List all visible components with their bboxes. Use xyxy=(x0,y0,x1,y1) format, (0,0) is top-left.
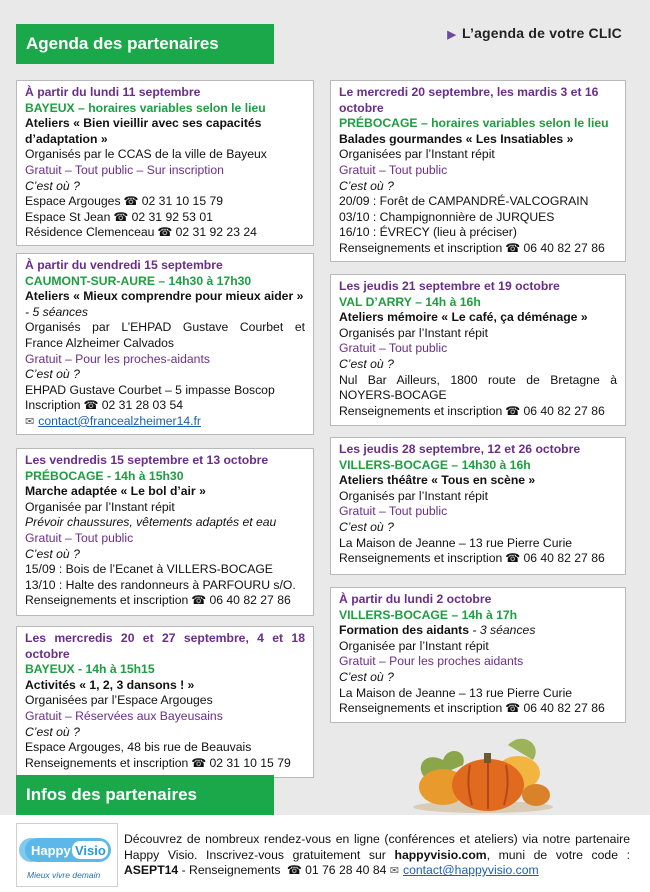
where-label: C’est où ? xyxy=(339,519,394,534)
event-card-1 xyxy=(16,80,314,246)
event-card-5 xyxy=(330,80,626,262)
place-name: Résidence Clemenceau xyxy=(25,225,155,240)
event-title: Marche adaptée « Le bol d’air » xyxy=(25,484,206,499)
where-label: C’est où ? xyxy=(339,178,394,193)
place-name: Espace Argouges xyxy=(25,194,121,209)
contact-label: Renseignements et inscription xyxy=(339,551,503,566)
where-label: C’est où ? xyxy=(25,367,80,382)
place-line: 16/10 : ÉVRECY (lieu à préciser) xyxy=(339,225,517,240)
inscription-line xyxy=(25,398,305,414)
event-date: Les jeudis 28 septembre, 12 et 26 octobre xyxy=(339,442,581,456)
event-location: VILLERS-BOCAGE – 14h30 à 16h xyxy=(339,457,531,472)
phone-number: ☎ 02 31 10 15 79 xyxy=(121,194,224,208)
phone-number: ☎ 06 40 82 27 86 xyxy=(188,593,291,607)
event-title: Ateliers « Bien vieillir avec ses capacités d’adaptation » xyxy=(25,116,262,146)
triangle-icon: ▶ xyxy=(447,29,456,41)
contact-label: Renseignements et inscription xyxy=(339,240,503,255)
event-card-8 xyxy=(330,587,626,723)
event-price: Gratuit – Tout public – Sur inscription xyxy=(25,162,224,177)
event-address: Espace Argouges, 48 bis rue de Beauvais xyxy=(25,740,252,755)
place-line xyxy=(25,210,305,226)
phone-number: ☎ 02 31 92 53 01 xyxy=(110,210,213,224)
hv-text-2: , muni de votre code : xyxy=(486,847,630,862)
event-title xyxy=(339,623,617,639)
where-label: C’est où ? xyxy=(339,669,394,684)
clic-label-text: L’agenda de votre CLIC xyxy=(462,25,622,41)
logo-tagline: Mieux vivre demain xyxy=(27,870,101,880)
event-location: BAYEUX – horaires variables selon le lieu xyxy=(25,100,266,115)
event-location: CAUMONT-SUR-AURE – 14h30 à 17h30 xyxy=(25,273,252,288)
happyvisio-text xyxy=(124,832,630,880)
contact-line xyxy=(339,551,617,567)
logo-visio: Visio xyxy=(75,843,106,858)
event-address: La Maison de Jeanne – 13 rue Pierre Curie xyxy=(339,685,573,700)
logo-happy: Happy xyxy=(31,843,71,858)
event-address: La Maison de Jeanne – 13 rue Pierre Curie xyxy=(339,535,573,550)
place-line xyxy=(25,225,305,241)
event-date: Les vendredis 15 septembre et 13 octobre xyxy=(25,453,269,467)
phone-number: ☎ 02 31 28 03 54 xyxy=(81,398,184,412)
phone-number: ☎ 01 76 28 40 84 xyxy=(284,863,387,877)
inscription-label: Inscription xyxy=(25,398,81,413)
event-organizer: Organisée par l’Instant répit xyxy=(339,638,489,653)
event-title: Activités « 1, 2, 3 dansons ! » xyxy=(25,677,195,692)
infos-header xyxy=(16,775,274,815)
event-price: Gratuit – Tout public xyxy=(25,530,134,545)
where-label: C’est où ? xyxy=(339,356,394,371)
clic-label xyxy=(447,25,622,41)
event-title: Balades gourmandes « Les Insatiables » xyxy=(339,131,574,146)
hv-text-3: - Renseignements xyxy=(178,863,284,878)
event-organizer: Organisée par l’Instant répit xyxy=(25,499,175,514)
event-price: Gratuit – Tout public xyxy=(339,504,448,519)
event-card-3 xyxy=(16,448,314,616)
where-label: C’est où ? xyxy=(25,724,80,739)
event-title-text: Formation des aidants xyxy=(339,623,470,638)
event-title-text: Ateliers « Mieux comprendre pour mieux aider » xyxy=(25,289,304,304)
event-date: À partir du lundi 2 octobre xyxy=(339,592,492,606)
event-title: Ateliers théâtre « Tous en scène » xyxy=(339,473,536,488)
event-date: Les jeudis 21 septembre et 19 octobre xyxy=(339,279,560,293)
email-link[interactable]: contact@happyvisio.com xyxy=(403,863,539,878)
envelope-icon: ✉ xyxy=(389,865,400,878)
event-location: VILLERS-BOCAGE – 14h à 17h xyxy=(339,607,518,622)
event-date: À partir du lundi 11 septembre xyxy=(25,85,201,99)
contact-line xyxy=(25,593,305,609)
where-label: C’est où ? xyxy=(25,546,80,561)
pumpkin-side xyxy=(522,784,550,806)
contact-label: Renseignements et inscription xyxy=(25,593,189,608)
happyvisio-logo xyxy=(16,823,118,887)
event-title-suffix: - 5 séances xyxy=(25,304,89,319)
event-organizer: Organisés par l’Instant répit xyxy=(339,488,489,503)
contact-line xyxy=(339,404,617,420)
event-location: VAL D’ARRY – 14h à 16h xyxy=(339,294,481,309)
contact-line xyxy=(25,756,305,772)
event-date: À partir du vendredi 15 septembre xyxy=(25,258,223,272)
contact-line xyxy=(339,701,617,717)
agenda-header xyxy=(16,24,274,64)
place-name: Espace St Jean xyxy=(25,209,111,224)
place-line: 03/10 : Champignonnière de JURQUES xyxy=(339,209,555,224)
event-card-7 xyxy=(330,437,626,575)
event-location: BAYEUX - 14h à 15h15 xyxy=(25,662,155,677)
agenda-title: Agenda des partenaires xyxy=(26,34,219,53)
contact-label: Renseignements et inscription xyxy=(339,403,503,418)
event-price: Gratuit – Pour les proches aidants xyxy=(339,654,524,669)
envelope-icon: ✉ xyxy=(25,415,35,428)
event-card-2 xyxy=(16,253,314,435)
infos-title: Infos des partenaires xyxy=(26,785,198,804)
event-note: Prévoir chaussures, vêtements adaptés et eau xyxy=(25,515,277,530)
phone-number: ☎ 02 31 10 15 79 xyxy=(188,756,291,770)
event-date: Le mercredi 20 septembre, les mardis 3 et 16 octobre xyxy=(339,85,599,115)
event-card-4 xyxy=(16,626,314,778)
event-card-6 xyxy=(330,274,626,426)
place-line: 20/09 : Forêt de CAMPANDRÉ-VALCOGRAIN xyxy=(339,194,589,209)
contact-label: Renseignements et inscription xyxy=(339,701,503,716)
event-price: Gratuit – Tout public xyxy=(339,162,448,177)
place-line: 13/10 : Halte des randonneurs à PARFOURU s/O. xyxy=(25,577,296,592)
event-organizer: Organisés par le CCAS de la ville de Bayeux xyxy=(25,147,267,162)
event-address: Nul Bar Ailleurs, 1800 route de Bretagne à NOYERS-BOCAGE xyxy=(339,372,617,403)
event-organizer: Organisées par l’Espace Argouges xyxy=(25,693,213,708)
place-line xyxy=(25,194,305,210)
email-line xyxy=(25,414,305,431)
phone-number: ☎ 06 40 82 27 86 xyxy=(502,241,605,255)
event-title-suffix: - 3 séances xyxy=(469,623,536,638)
event-title xyxy=(25,289,305,320)
hv-text-1: Découvrez de nombreux rendez-vous en ligne (conférences et ateliers) via notre partenaire Happy Visio. Inscrivez-vous gratuitement sur xyxy=(124,832,630,862)
phone-number: ☎ 06 40 82 27 86 xyxy=(502,701,605,715)
email-link[interactable]: contact@francealzheimer14.fr xyxy=(38,413,201,428)
hv-site: happyvisio.com xyxy=(394,847,487,862)
event-title: Ateliers mémoire « Le café, ça déménage » xyxy=(339,310,588,325)
contact-label: Renseignements et inscription xyxy=(25,755,189,770)
event-location: PRÉBOCAGE – horaires variables selon le lieu xyxy=(339,116,609,131)
phone-number: ☎ 06 40 82 27 86 xyxy=(502,404,605,418)
event-address: EHPAD Gustave Courbet – 5 impasse Boscop xyxy=(25,382,275,397)
where-label: C’est où ? xyxy=(25,178,80,193)
pumpkin-stem xyxy=(484,753,491,763)
event-organizer: Organisées par l’Instant répit xyxy=(339,147,495,162)
pumpkins-illustration xyxy=(408,725,558,815)
contact-line xyxy=(339,241,617,257)
event-organizer: Organisés par L’EHPAD Gustave Courbet et France Alzheimer Calvados xyxy=(25,320,305,350)
place-line: 15/09 : Bois de l’Ecanet à VILLERS-BOCAGE xyxy=(25,562,273,577)
event-price: Gratuit – Tout public xyxy=(339,341,448,356)
event-date: Les mercredis 20 et 27 septembre, 4 et 18 octobre xyxy=(25,631,305,661)
event-price: Gratuit – Réservées aux Bayeusains xyxy=(25,708,223,723)
phone-number: ☎ 06 40 82 27 86 xyxy=(502,551,605,565)
logo-graphic xyxy=(17,824,117,886)
event-location: PRÉBOCAGE - 14h à 15h30 xyxy=(25,468,184,483)
event-price: Gratuit – Pour les proches-aidants xyxy=(25,351,210,366)
hv-code: ASEPT14 xyxy=(124,863,179,878)
event-organizer: Organisés par l’Instant répit xyxy=(339,325,489,340)
phone-number: ☎ 02 31 92 23 24 xyxy=(154,225,257,239)
